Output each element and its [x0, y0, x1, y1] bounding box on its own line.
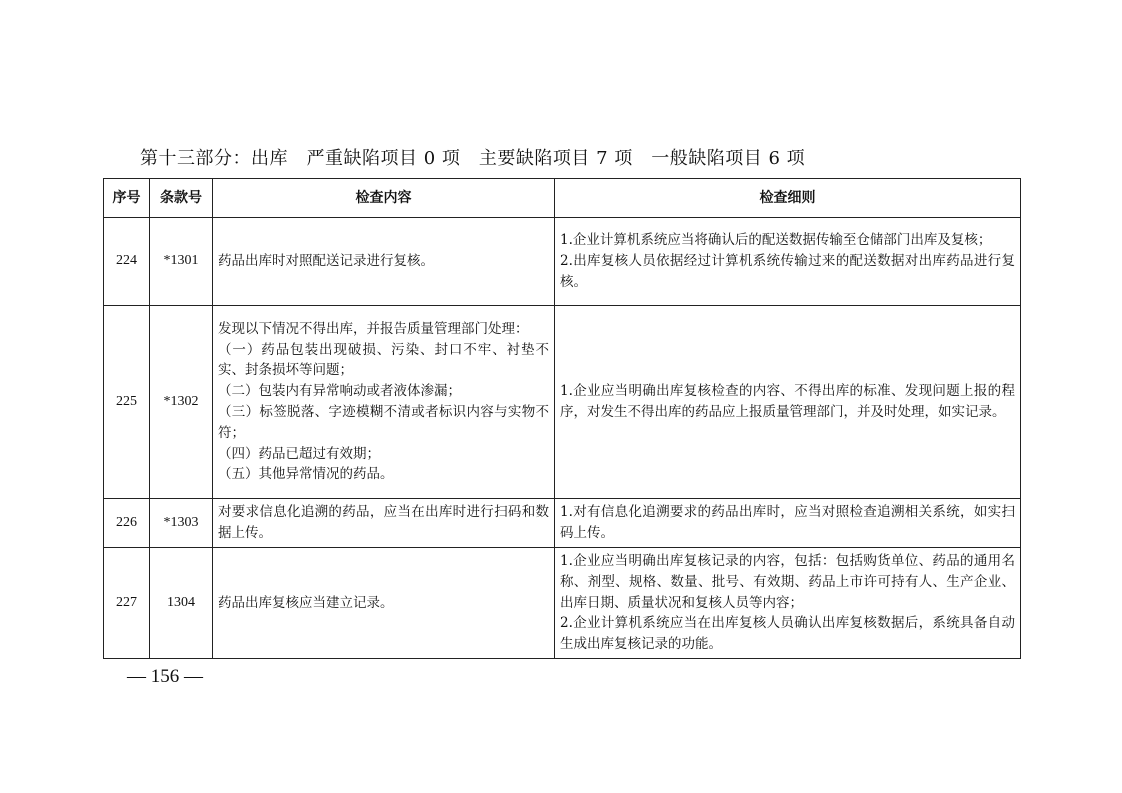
inspection-table — [103, 178, 1021, 659]
content-line: 药品出库时对照配送记录进行复核。 — [218, 253, 434, 270]
content-line: （五）其他异常情况的药品。 — [218, 466, 394, 483]
row-article: 1304 — [150, 548, 213, 659]
detail-line: 2.企业计算机系统应当在出库复核人员确认出库复核数据后，系统具备自动生成出库复核记录的功能。 — [560, 615, 1015, 653]
table-row — [104, 218, 1021, 306]
header-article: 条款号 — [150, 179, 213, 218]
row-seq: 225 — [104, 306, 150, 499]
row-detail — [555, 218, 1021, 306]
row-detail — [555, 548, 1021, 659]
row-content — [213, 218, 555, 306]
row-seq: 226 — [104, 499, 150, 548]
row-content — [213, 548, 555, 659]
row-article: *1303 — [150, 499, 213, 548]
table-row — [104, 499, 1021, 548]
table-header-row — [104, 179, 1021, 218]
header-content: 检查内容 — [213, 179, 555, 218]
row-content — [213, 499, 555, 548]
row-content — [213, 306, 555, 499]
content-line: 发现以下情况不得出库，并报告质量管理部门处理： — [218, 320, 529, 337]
detail-line: 2.出库复核人员依据经过计算机系统传输过来的配送数据对出库药品进行复核。 — [560, 253, 1015, 290]
table-row — [104, 548, 1021, 659]
row-article: *1301 — [150, 218, 213, 306]
content-line: （一）药品包装出现破损、污染、封口不牢、衬垫不实、封条损坏等问题； — [218, 341, 549, 379]
section-heading: 第十三部分：出库 严重缺陷项目 0 项 主要缺陷项目 7 项 一般缺陷项目 6 项 — [140, 148, 806, 169]
detail-line: 1.企业应当明确出库复核检查的内容、不得出库的标准、发现问题上报的程序，对发生不得出库的药品应上报质量管理部门，并及时处理，如实记录。 — [560, 383, 1015, 420]
content-line: 对要求信息化追溯的药品，应当在出库时进行扫码和数据上传。 — [218, 504, 549, 541]
table-row — [104, 306, 1021, 499]
content-line: （四）药品已超过有效期； — [218, 445, 380, 462]
content-line: 药品出库复核应当建立记录。 — [218, 594, 394, 611]
detail-line: 1.企业应当明确出库复核记录的内容，包括：包括购货单位、药品的通用名称、剂型、规格、数量、批号、有效期、药品上市许可持有人、生产企业、出库日期、质量状况和复核人员等内容； — [560, 553, 1015, 611]
header-detail: 检查细则 — [555, 179, 1021, 218]
row-seq: 227 — [104, 548, 150, 659]
content-line: （三）标签脱落、字迹模糊不清或者标识内容与实物不符； — [218, 404, 549, 441]
header-seq: 序号 — [104, 179, 150, 218]
page-number: — 156 — — [127, 666, 203, 687]
content-line: （二）包装内有异常响动或者液体渗漏； — [218, 383, 461, 400]
row-article: *1302 — [150, 306, 213, 499]
row-detail — [555, 499, 1021, 548]
row-seq: 224 — [104, 218, 150, 306]
row-detail — [555, 306, 1021, 499]
detail-line: 1.企业计算机系统应当将确认后的配送数据传输至仓储部门出库及复核； — [560, 232, 992, 249]
detail-line: 1.对有信息化追溯要求的药品出库时，应当对照检查追溯相关系统，如实扫码上传。 — [560, 504, 1015, 541]
